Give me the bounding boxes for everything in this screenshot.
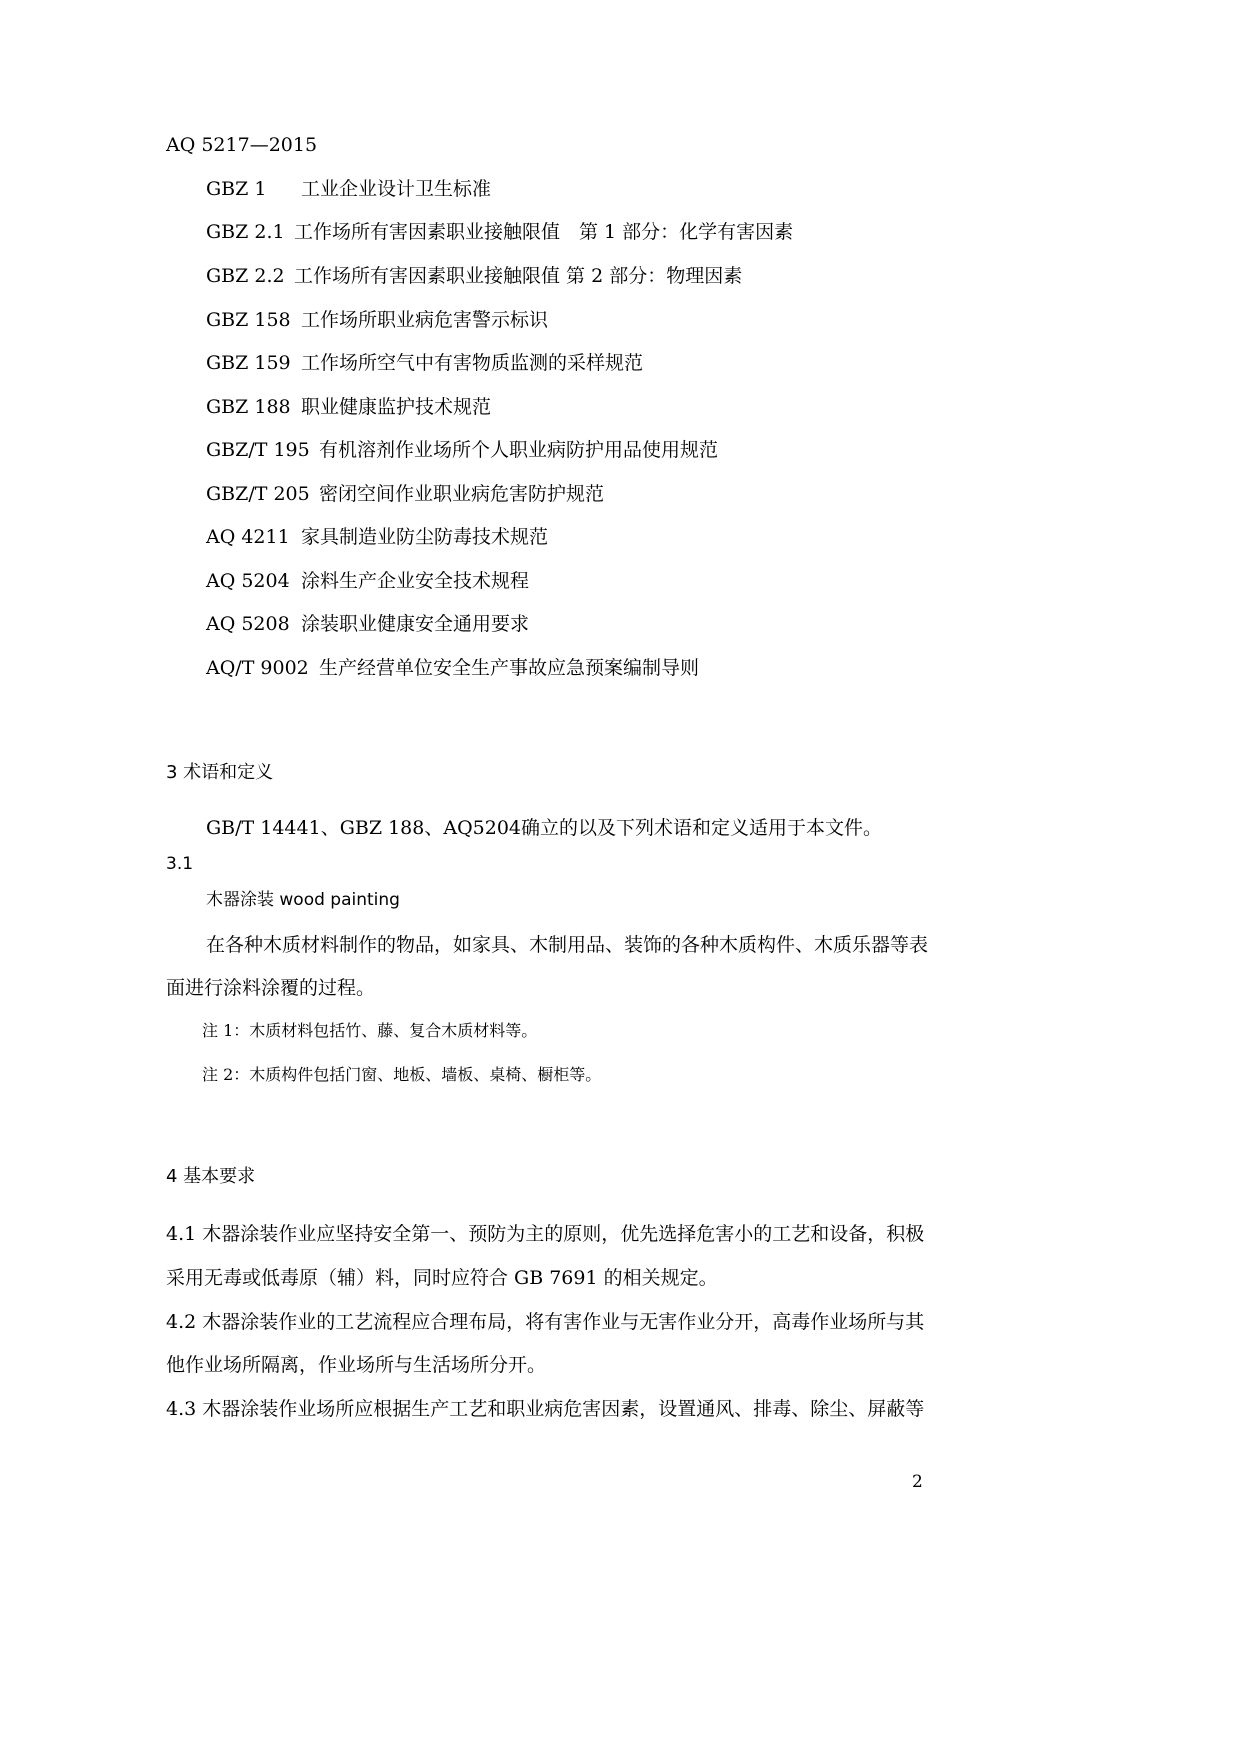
reference-title: 工作场所有害因素职业接触限值 第 2 部分：物理因素 (294, 265, 743, 287)
clause-4-1-line-2: 采用无毒或低毒原（辅）料，同时应符合 GB 7691 的相关规定。 (166, 1267, 718, 1289)
reference-title: 有机溶剂作业场所个人职业病防护用品使用规范 (319, 439, 719, 461)
section-3-intro: GB/T 14441、GBZ 188、AQ5204确立的以及下列术语和定义适用于本文件。 (206, 817, 882, 839)
reference-code: AQ 5208 (206, 613, 290, 635)
term-number: 3.1 (166, 854, 194, 874)
reference-code: GBZ 159 (206, 352, 291, 374)
clause-4-3-line-1: 4.3 木器涂装作业场所应根据生产工艺和职业病危害因素，设置通风、排毒、除尘、屏蔽等 (166, 1398, 925, 1420)
reference-item (206, 572, 529, 591)
reference-item (206, 267, 742, 286)
term-definition-line-1: 在各种木质材料制作的物品，如家具、木制用品、装饰的各种木质构件、木质乐器等表 (206, 934, 929, 956)
reference-code: GBZ/T 205 (206, 483, 310, 505)
clause-4-2-line-1: 4.2 木器涂装作业的工艺流程应合理布局，将有害作业与无害作业分开，高毒作业场所与其 (166, 1311, 925, 1333)
reference-title: 家具制造业防尘防毒技术规范 (301, 526, 549, 548)
reference-title: 生产经营单位安全生产事故应急预案编制导则 (319, 657, 700, 679)
clause-4-1-line-1: 4.1 木器涂装作业应坚持安全第一、预防为主的原则，优先选择危害小的工艺和设备，积极 (166, 1223, 925, 1245)
reference-code: AQ 4211 (206, 526, 290, 548)
reference-title: 密闭空间作业职业病危害防护规范 (319, 483, 605, 505)
note-1: 注 1：木质材料包括竹、藤、复合木质材料等。 (202, 1021, 538, 1040)
reference-code: GBZ 2.2 (206, 265, 285, 287)
reference-item (206, 659, 699, 678)
reference-code: AQ/T 9002 (206, 657, 309, 679)
term-definition-line-2: 面进行涂料涂覆的过程。 (166, 977, 376, 999)
reference-item (206, 311, 548, 330)
reference-title: 工作场所职业病危害警示标识 (301, 309, 549, 331)
reference-item (206, 223, 793, 242)
section-4-heading: 4 基本要求 (166, 1166, 256, 1187)
reference-code: GBZ 158 (206, 309, 291, 331)
reference-code: GBZ/T 195 (206, 439, 310, 461)
reference-code: GBZ 1 (206, 178, 267, 200)
reference-item (206, 615, 529, 634)
reference-title: 工作场所空气中有害物质监测的采样规范 (301, 352, 644, 374)
reference-title: 涂料生产企业安全技术规程 (301, 570, 530, 592)
note-2: 注 2：木质构件包括门窗、地板、墙板、桌椅、橱柜等。 (202, 1065, 602, 1084)
reference-item (206, 528, 548, 547)
reference-item (206, 441, 718, 460)
reference-item (206, 485, 604, 504)
reference-item (206, 354, 643, 373)
clause-4-2-line-2: 他作业场所隔离，作业场所与生活场所分开。 (166, 1354, 547, 1376)
reference-code: GBZ 188 (206, 396, 291, 418)
reference-code: GBZ 2.1 (206, 221, 285, 243)
reference-title: 涂装职业健康安全通用要求 (301, 613, 530, 635)
term-name: 木器涂装 wood painting (206, 890, 400, 910)
section-3-heading: 3 术语和定义 (166, 762, 274, 783)
reference-item (206, 180, 491, 199)
page-number: 2 (912, 1472, 923, 1492)
reference-code: AQ 5204 (206, 570, 290, 592)
reference-title: 工作场所有害因素职业接触限值 第 1 部分：化学有害因素 (294, 221, 794, 243)
reference-title: 工业企业设计卫生标准 (301, 178, 492, 200)
reference-title: 职业健康监护技术规范 (301, 396, 492, 418)
reference-item (206, 398, 491, 417)
doc-code-header: AQ 5217—2015 (166, 134, 318, 156)
